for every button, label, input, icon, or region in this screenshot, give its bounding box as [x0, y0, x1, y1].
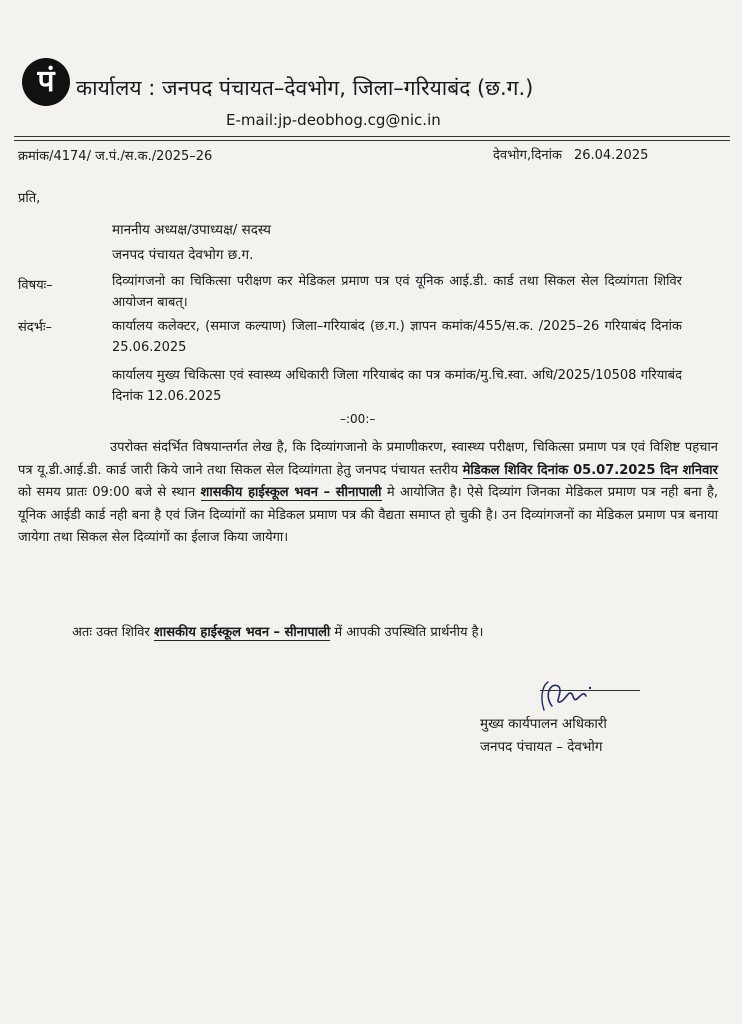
body-paragraph [18, 437, 718, 550]
place-date-label: देवभोग,दिनांक [493, 148, 562, 163]
office-email: E-mail:jp-deobhog.cg@nic.in [226, 111, 441, 129]
body-text-1: उपरोक्त संदर्भित विषयान्तर्गत लेख है, कि दिव्यांगजानो के प्रमाणीकरण, स्वास्थ्य परीक्षण, चिकित्सा प्रमाण पत्र एवं विशिष्ट पहचान पत्र यू.डी.आई.डी. कार्ड जारी किये जाने तथा सिकल सेल दिव्यांगता हेतु जनपद पंचायत स्तरीय [18, 440, 718, 478]
signature-mark [530, 676, 642, 716]
letter-date: 26.04.2025 [573, 148, 649, 163]
closing-venue-highlight: शासकीय हाईस्कूल भवन – सीनापाली [154, 625, 331, 640]
subject-label: विषयः– [18, 278, 53, 293]
office-title: कार्यालय : जनपद पंचायत–देवभोग, जिला–गरियाबंद (छ.ग.) [76, 76, 534, 100]
signatory-designation: मुख्य कार्यपालन अधिकारी [480, 716, 607, 732]
reference-item-1: कार्यालय कलेक्टर, (समाज कल्याण) जिला–गरियाबंद (छ.ग.) ज्ञापन कमांक/455/स.क. /2025–26 गरियाबंद दिनांक 25.06.2025 [112, 319, 682, 355]
logo-glyph: पं [37, 64, 55, 99]
closing-paragraph [72, 622, 712, 644]
section-separator: –:00:– [340, 412, 376, 426]
closing-text-2: में आपकी उपस्थिति प्रार्थनीय है। [330, 625, 484, 640]
body-text-2: को समय प्रातः 09:00 बजे से स्थान [18, 485, 201, 500]
subject-text: दिव्यांगजनो का चिकित्सा परीक्षण कर मेडिकल प्रमाण पत्र एवं यूनिक आई.डी. कार्ड तथा सिकल सेल दिव्यांगता शिविर आयोजन बाबत्। [112, 274, 682, 310]
reference-item-2: कार्यालय मुख्य चिकित्सा एवं स्वास्थ्य अधिकारी जिला गरियाबंद का पत्र कमांक/मु.चि.स्वा. अधि/2025/10508 गरियाबंद दिनांक 12.06.2025 [112, 368, 682, 404]
office-logo-icon [22, 58, 70, 106]
reference-label: संदर्भः– [18, 320, 52, 335]
reference-number: क्रमांक/4174/ ज.पं./स.क./2025–26 [18, 149, 213, 164]
camp-date-highlight: मेडिकल शिविर दिनांक 05.07.2025 दिन शनिवार [462, 462, 718, 478]
recipient-line-2: जनपद पंचायत देवभोग छ.ग. [112, 247, 254, 263]
header-rule-top [14, 136, 730, 137]
body-text-3: मे आयोजित है। ऐसे दिव्यांग जिनका मेडिकल प्रमाण पत्र नही बना है, यूनिक आईडी कार्ड नही बना है एवं जिन दिव्यांगों का मेडिकल प्रमाण पत्र की वैद्यता समाप्त हो चुकी है। उन दिव्यांगजनों का मेडिकल प्रमाण पत्र बनाया जायेगा तथा सिकल सेल दिव्यांगों का ईलाज किया जायेगा। [18, 485, 719, 545]
venue-highlight: शासकीय हाईस्कूल भवन – सीनापाली [200, 485, 382, 500]
signature-underline [540, 690, 640, 691]
header-rule-bottom [14, 140, 730, 141]
recipient-salutation: प्रति, [18, 191, 41, 206]
recipient-line-1: माननीय अध्यक्ष/उपाध्यक्ष/ सदस्य [112, 222, 271, 238]
place-date [493, 145, 648, 163]
signatory-office: जनपद पंचायत – देवभोग [480, 739, 603, 755]
closing-text-1: अतः उक्त शिविर [72, 625, 154, 640]
